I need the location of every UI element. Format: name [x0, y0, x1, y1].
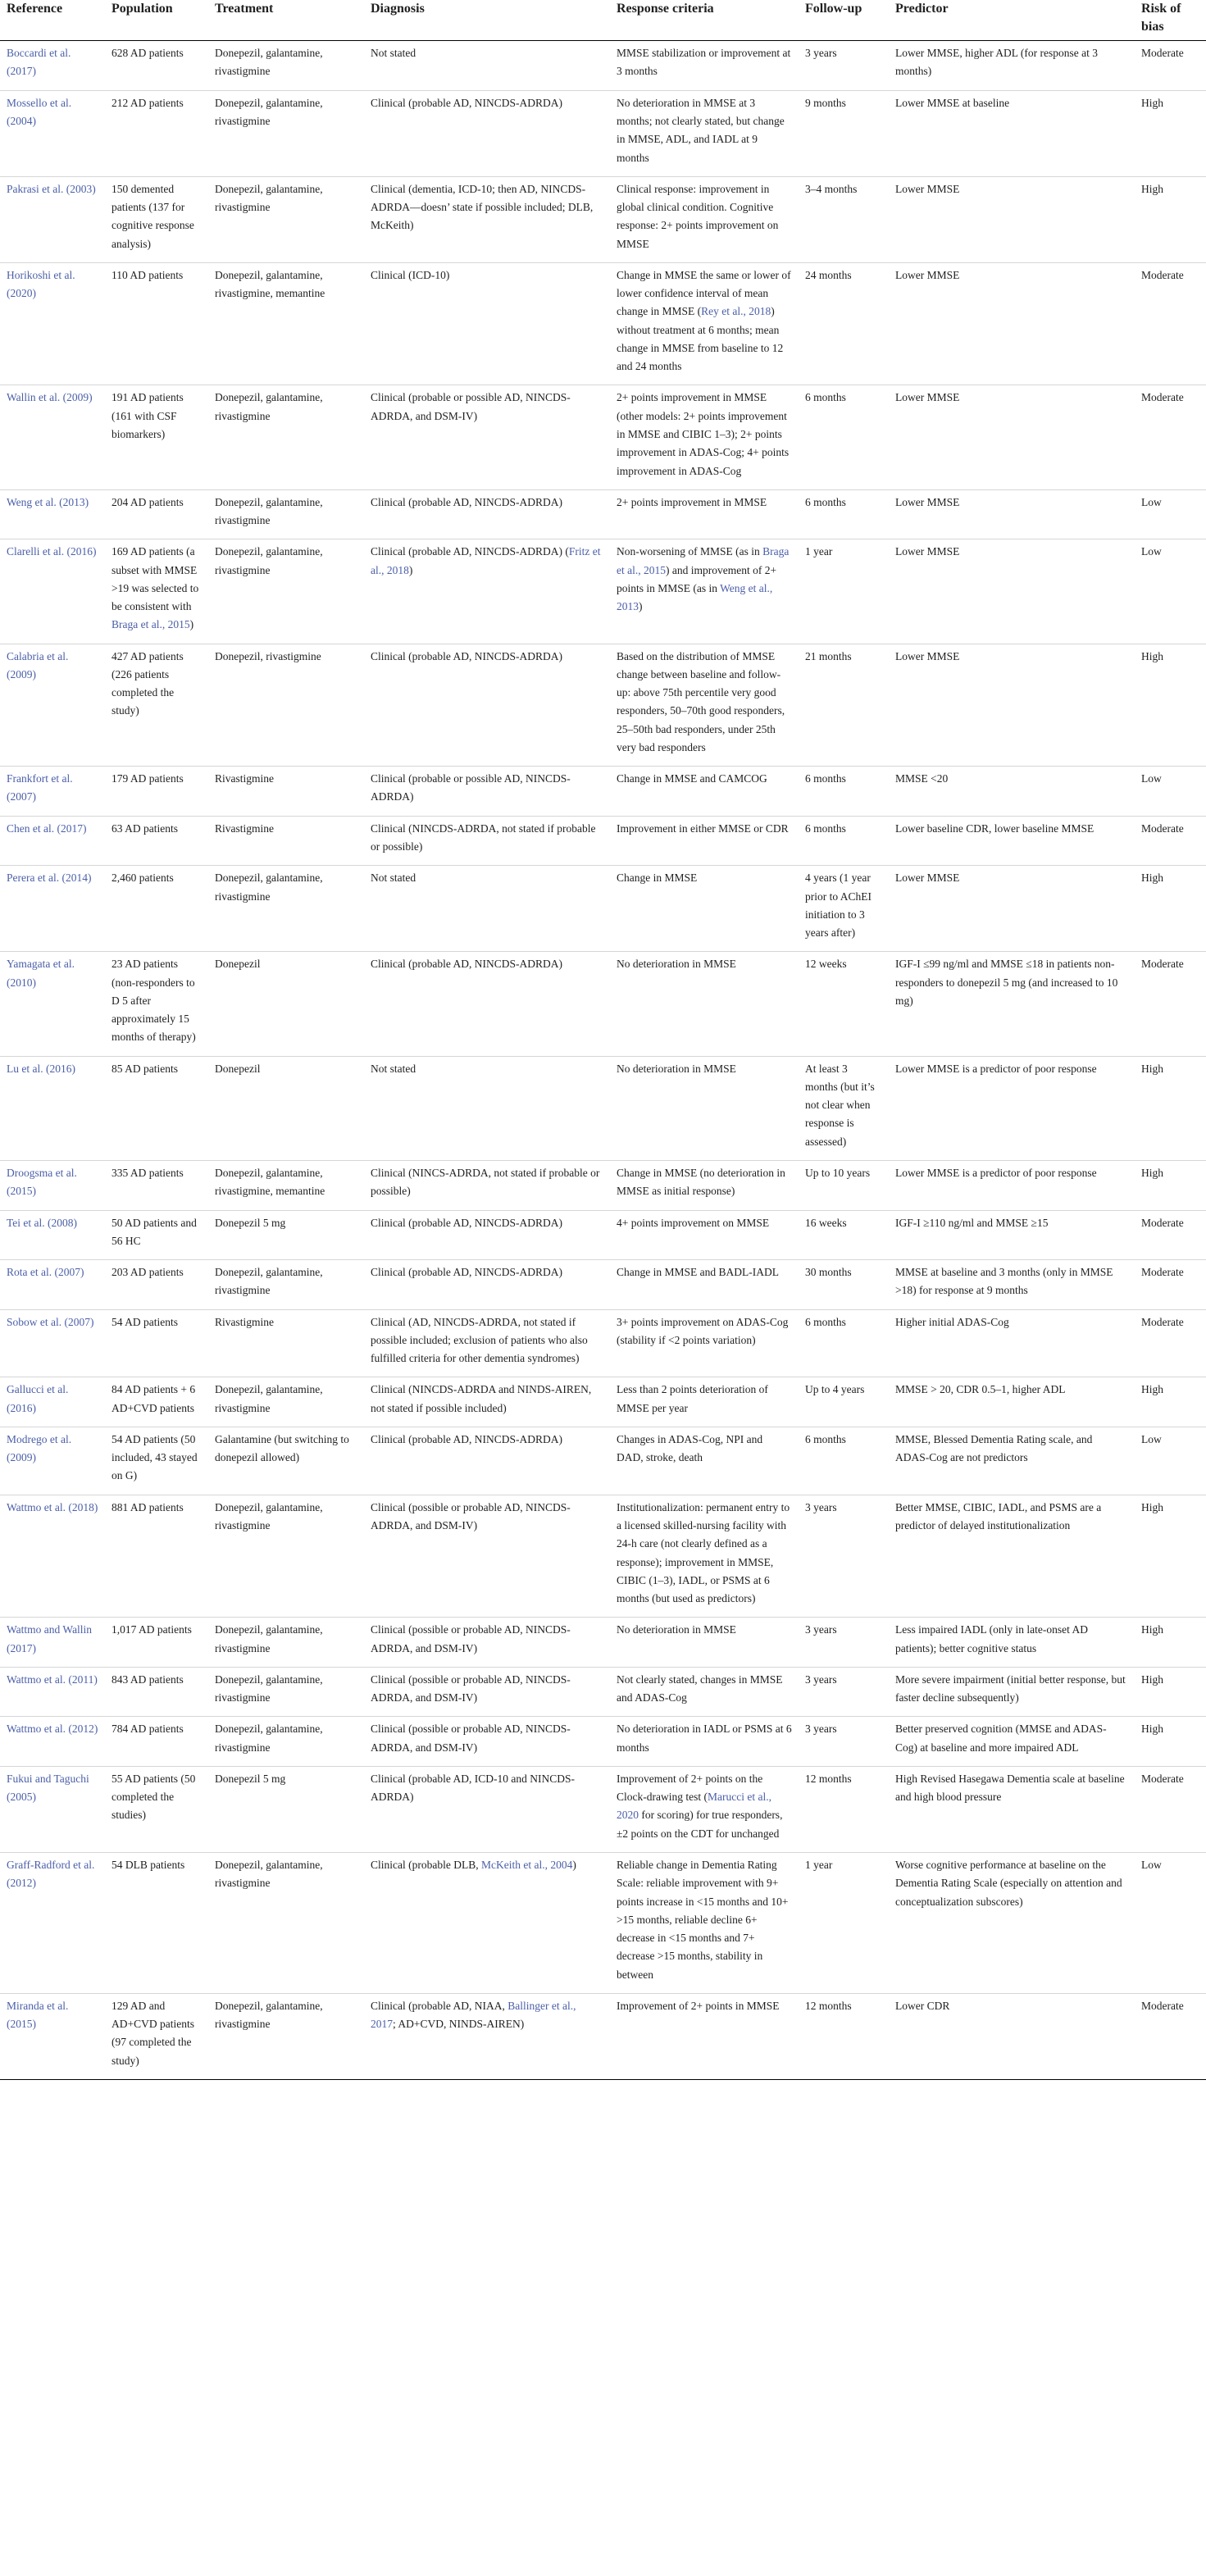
cell-population: 85 AD patients: [105, 1056, 208, 1160]
cell-treatment: Donepezil, galantamine, rivastigmine, memantine: [208, 1161, 364, 1211]
cell-predictor: Higher initial ADAS-Cog: [889, 1309, 1135, 1377]
header-follow-up: Follow-up: [799, 0, 889, 41]
cell-diagnosis: [364, 1852, 610, 1993]
cell-risk-of-bias: High: [1135, 1161, 1206, 1211]
cell-diagnosis: Clinical (possible or probable AD, NINCDS-ADRDA, and DSM-IV): [364, 1717, 610, 1767]
cell-text: Change in MMSE the same or lower of lower confidence interval of mean change in MMSE (: [617, 268, 791, 318]
table-row: [0, 1993, 1206, 2079]
cell-reference[interactable]: Tei et al. (2008): [0, 1210, 105, 1260]
cell-population: 203 AD patients: [105, 1260, 208, 1310]
table-row: [0, 489, 1206, 539]
cell-reference[interactable]: Rota et al. (2007): [0, 1260, 105, 1310]
cell-reference[interactable]: Fukui and Taguchi (2005): [0, 1766, 105, 1852]
cell-response-criteria: Institutionalization: permanent entry to a licensed skilled-nursing facility with 24-h care (not clearly defined as a response); improvement in MMSE, CIBIC (1–3), IADL, or PSMS at 6 months (but used as predictors): [610, 1495, 799, 1618]
cell-population: 335 AD patients: [105, 1161, 208, 1211]
cell-population: 150 demented patients (137 for cognitive response analysis): [105, 176, 208, 262]
cell-diagnosis: Clinical (possible or probable AD, NINCDS-ADRDA, and DSM-IV): [364, 1618, 610, 1668]
cell-follow-up: 12 months: [799, 1766, 889, 1852]
cell-predictor: Better MMSE, CIBIC, IADL, and PSMS are a predictor of delayed institutionalization: [889, 1495, 1135, 1618]
cell-reference[interactable]: Wattmo and Wallin (2017): [0, 1618, 105, 1668]
cell-predictor: Lower MMSE is a predictor of poor response: [889, 1056, 1135, 1160]
cell-response-criteria: 4+ points improvement on MMSE: [610, 1210, 799, 1260]
cell-population: 191 AD patients (161 with CSF biomarkers): [105, 385, 208, 489]
cell-treatment: Donepezil, galantamine, rivastigmine: [208, 866, 364, 952]
table-row: [0, 1667, 1206, 1717]
cell-response-criteria: Change in MMSE (no deterioration in MMSE as initial response): [610, 1161, 799, 1211]
cell-text: ; AD+CVD, NINDS-AIREN): [393, 2018, 525, 2031]
cell-treatment: Donepezil, galantamine, rivastigmine: [208, 176, 364, 262]
cell-reference[interactable]: Wattmo et al. (2018): [0, 1495, 105, 1618]
cell-treatment: Donepezil, galantamine, rivastigmine: [208, 539, 364, 644]
cell-response-criteria: Changes in ADAS-Cog, NPI and DAD, stroke, death: [610, 1427, 799, 1495]
cell-risk-of-bias: High: [1135, 1618, 1206, 1668]
cell-treatment: Donepezil, galantamine, rivastigmine: [208, 1993, 364, 2079]
cell-risk-of-bias: Low: [1135, 1852, 1206, 1993]
cell-population: 54 AD patients: [105, 1309, 208, 1377]
header-response-criteria: Response criteria: [610, 0, 799, 41]
cell-predictor: Better preserved cognition (MMSE and ADAS-Cog) at baseline and more impaired ADL: [889, 1717, 1135, 1767]
cell-response-criteria: Change in MMSE and BADL-IADL: [610, 1260, 799, 1310]
cell-reference[interactable]: Lu et al. (2016): [0, 1056, 105, 1160]
table-row: [0, 1766, 1206, 1852]
cell-predictor: Worse cognitive performance at baseline on the Dementia Rating Scale (especially on attention and conceptualization subscores): [889, 1852, 1135, 1993]
cell-follow-up: 12 weeks: [799, 952, 889, 1056]
citation-link[interactable]: Braga et al., 2015: [111, 618, 190, 631]
cell-predictor: Lower MMSE: [889, 644, 1135, 767]
table-row: [0, 1427, 1206, 1495]
cell-population: 55 AD patients (50 completed the studies): [105, 1766, 208, 1852]
cell-treatment: Donepezil, galantamine, rivastigmine: [208, 1377, 364, 1427]
cell-diagnosis: Not stated: [364, 41, 610, 91]
cell-follow-up: At least 3 months (but it’s not clear when response is assessed): [799, 1056, 889, 1160]
cell-response-criteria: Based on the distribution of MMSE change between baseline and follow-up: above 75th percentile very good responders, 50–70th good responders, 25–50th bad responders, under 25th very bad responders: [610, 644, 799, 767]
cell-risk-of-bias: High: [1135, 176, 1206, 262]
cell-diagnosis: Clinical (probable AD, NINCDS-ADRDA): [364, 952, 610, 1056]
cell-predictor: IGF-I ≤99 ng/ml and MMSE ≤18 in patients non-responders to donepezil 5 mg (and increased to 10 mg): [889, 952, 1135, 1056]
cell-population: 881 AD patients: [105, 1495, 208, 1618]
cell-predictor: Lower MMSE: [889, 176, 1135, 262]
cell-response-criteria: No deterioration in MMSE: [610, 952, 799, 1056]
cell-diagnosis: Clinical (probable AD, NINCDS-ADRDA): [364, 489, 610, 539]
table-row: [0, 1210, 1206, 1260]
cell-treatment: Donepezil, galantamine, rivastigmine: [208, 41, 364, 91]
cell-follow-up: 3–4 months: [799, 176, 889, 262]
cell-treatment: Donepezil, galantamine, rivastigmine: [208, 1852, 364, 1993]
cell-risk-of-bias: High: [1135, 1717, 1206, 1767]
table-row: [0, 262, 1206, 385]
cell-population: 2,460 patients: [105, 866, 208, 952]
cell-response-criteria: Improvement in either MMSE or CDR: [610, 816, 799, 866]
cell-follow-up: 6 months: [799, 1309, 889, 1377]
cell-treatment: Donepezil, galantamine, rivastigmine: [208, 489, 364, 539]
cell-text: Improvement of 2+ points on the Clock-drawing test (: [617, 1772, 763, 1804]
cell-treatment: Donepezil 5 mg: [208, 1210, 364, 1260]
cell-response-criteria: MMSE stabilization or improvement at 3 months: [610, 41, 799, 91]
header-predictor: Predictor: [889, 0, 1135, 41]
table-row: [0, 644, 1206, 767]
cell-response-criteria: Improvement of 2+ points in MMSE: [610, 1993, 799, 2079]
citation-link[interactable]: Weng et al., 2013: [617, 581, 773, 613]
cell-population: 1,017 AD patients: [105, 1618, 208, 1668]
cell-predictor: Lower MMSE is a predictor of poor response: [889, 1161, 1135, 1211]
citation-link[interactable]: Ballinger et al., 2017: [371, 1999, 576, 2031]
cell-population: 212 AD patients: [105, 90, 208, 176]
table-row: [0, 1056, 1206, 1160]
cell-treatment: Galantamine (but switching to donepezil allowed): [208, 1427, 364, 1495]
cell-reference[interactable]: Clarelli et al. (2016): [0, 539, 105, 644]
cell-diagnosis: Clinical (probable AD, NINCDS-ADRDA): [364, 1260, 610, 1310]
cell-risk-of-bias: High: [1135, 1667, 1206, 1717]
cell-treatment: Donepezil, galantamine, rivastigmine: [208, 1717, 364, 1767]
cell-treatment: Donepezil, galantamine, rivastigmine: [208, 1667, 364, 1717]
cell-diagnosis: Clinical (probable or possible AD, NINCDS-ADRDA): [364, 767, 610, 817]
table-row: [0, 1495, 1206, 1618]
table-row: [0, 1260, 1206, 1310]
cell-risk-of-bias: Low: [1135, 489, 1206, 539]
cell-population: 54 DLB patients: [105, 1852, 208, 1993]
cell-predictor: MMSE at baseline and 3 months (only in MMSE >18) for response at 9 months: [889, 1260, 1135, 1310]
cell-predictor: Lower MMSE: [889, 866, 1135, 952]
cell-risk-of-bias: Moderate: [1135, 41, 1206, 91]
cell-diagnosis: Clinical (ICD-10): [364, 262, 610, 385]
cell-reference[interactable]: Mossello et al. (2004): [0, 90, 105, 176]
cell-risk-of-bias: High: [1135, 1377, 1206, 1427]
table-row: [0, 1309, 1206, 1377]
cell-predictor: Lower MMSE, higher ADL (for response at 3 months): [889, 41, 1135, 91]
citation-link[interactable]: McKeith et al., 2004: [480, 1858, 573, 1871]
cell-follow-up: 1 year: [799, 1852, 889, 1993]
cell-diagnosis: Clinical (possible or probable AD, NINCDS-ADRDA, and DSM-IV): [364, 1667, 610, 1717]
cell-response-criteria: [610, 539, 799, 644]
cell-text: Clinical (probable AD, NIAA,: [371, 1999, 508, 2012]
cell-text: Clinical (probable DLB,: [371, 1858, 481, 1871]
cell-text: Non-worsening of MMSE (as in: [617, 545, 763, 558]
cell-predictor: Lower MMSE: [889, 262, 1135, 385]
cell-predictor: Lower MMSE at baseline: [889, 90, 1135, 176]
cell-diagnosis: Clinical (dementia, ICD-10; then AD, NINCDS-ADRDA—doesn’ state if possible included; DLB, McKeith): [364, 176, 610, 262]
cell-risk-of-bias: Moderate: [1135, 1766, 1206, 1852]
cell-risk-of-bias: High: [1135, 1495, 1206, 1618]
cell-treatment: Rivastigmine: [208, 767, 364, 817]
cell-text: ): [639, 600, 643, 613]
cell-response-criteria: 2+ points improvement in MMSE: [610, 489, 799, 539]
cell-treatment: Donepezil: [208, 1056, 364, 1160]
cell-treatment: Donepezil, galantamine, rivastigmine: [208, 1495, 364, 1618]
cell-diagnosis: Clinical (probable AD, NINCDS-ADRDA): [364, 644, 610, 767]
header-row: [0, 0, 1206, 41]
cell-predictor: MMSE, Blessed Dementia Rating scale, and ADAS-Cog are not predictors: [889, 1427, 1135, 1495]
table-row: [0, 90, 1206, 176]
cell-reference[interactable]: Pakrasi et al. (2003): [0, 176, 105, 262]
cell-text: 169 AD patients (a subset with MMSE >19 was selected to be consistent with: [111, 545, 199, 613]
cell-diagnosis: [364, 1993, 610, 2079]
cell-follow-up: 9 months: [799, 90, 889, 176]
cell-treatment: Donepezil, galantamine, rivastigmine: [208, 90, 364, 176]
cell-response-criteria: [610, 262, 799, 385]
cell-predictor: Lower MMSE: [889, 539, 1135, 644]
cell-predictor: High Revised Hasegawa Dementia scale at baseline and high blood pressure: [889, 1766, 1135, 1852]
cell-reference[interactable]: Miranda et al. (2015): [0, 1993, 105, 2079]
cell-risk-of-bias: Low: [1135, 1427, 1206, 1495]
cell-response-criteria: 3+ points improvement on ADAS-Cog (stability if <2 points variation): [610, 1309, 799, 1377]
cell-reference[interactable]: Perera et al. (2014): [0, 866, 105, 952]
cell-population: 129 AD and AD+CVD patients (97 completed the study): [105, 1993, 208, 2079]
cell-risk-of-bias: Low: [1135, 767, 1206, 817]
cell-follow-up: 3 years: [799, 1717, 889, 1767]
cell-reference[interactable]: Weng et al. (2013): [0, 489, 105, 539]
cell-diagnosis: [364, 539, 610, 644]
cell-predictor: More severe impairment (initial better response, but faster decline subsequently): [889, 1667, 1135, 1717]
cell-response-criteria: Change in MMSE and CAMCOG: [610, 767, 799, 817]
cell-population: 54 AD patients (50 included, 43 stayed on G): [105, 1427, 208, 1495]
cell-risk-of-bias: High: [1135, 90, 1206, 176]
cell-treatment: Donepezil, galantamine, rivastigmine: [208, 1618, 364, 1668]
header-population: Population: [105, 0, 208, 41]
cell-response-criteria: No deterioration in MMSE: [610, 1056, 799, 1160]
table-row: [0, 1618, 1206, 1668]
cell-reference[interactable]: Calabria et al. (2009): [0, 644, 105, 767]
cell-diagnosis: Clinical (probable AD, NINCDS-ADRDA): [364, 1210, 610, 1260]
cell-risk-of-bias: Moderate: [1135, 1260, 1206, 1310]
cell-risk-of-bias: Moderate: [1135, 1210, 1206, 1260]
cell-risk-of-bias: Moderate: [1135, 816, 1206, 866]
cell-response-criteria: Clinical response: improvement in global clinical condition. Cognitive response: 2+ points improvement on MMSE: [610, 176, 799, 262]
cell-predictor: MMSE <20: [889, 767, 1135, 817]
table-row: [0, 866, 1206, 952]
cell-risk-of-bias: Moderate: [1135, 385, 1206, 489]
cell-follow-up: 1 year: [799, 539, 889, 644]
cell-risk-of-bias: High: [1135, 866, 1206, 952]
cell-diagnosis: Clinical (AD, NINCDS-ADRDA, not stated if possible included; exclusion of patients who also fulfilled criteria for other dementia syndromes): [364, 1309, 610, 1377]
cell-follow-up: 12 months: [799, 1993, 889, 2079]
table-row: [0, 1377, 1206, 1427]
cell-follow-up: 6 months: [799, 1427, 889, 1495]
cell-reference[interactable]: Modrego et al. (2009): [0, 1427, 105, 1495]
table-row: [0, 176, 1206, 262]
cell-predictor: IGF-I ≥110 ng/ml and MMSE ≥15: [889, 1210, 1135, 1260]
table-row: [0, 1161, 1206, 1211]
cell-population: 179 AD patients: [105, 767, 208, 817]
cell-predictor: Less impaired IADL (only in late-onset AD patients); better cognitive status: [889, 1618, 1135, 1668]
cell-response-criteria: Reliable change in Dementia Rating Scale: reliable improvement with 9+ points increase in <15 months and 10+ >15 months, reliable decline 6+ decrease in <15 months and 7+ decrease >15 months, stability in between: [610, 1852, 799, 1993]
cell-diagnosis: Clinical (probable AD, NINCDS-ADRDA): [364, 1427, 610, 1495]
header-reference: Reference: [0, 0, 105, 41]
cell-population: 50 AD patients and 56 HC: [105, 1210, 208, 1260]
cell-text: ): [572, 1858, 576, 1871]
cell-follow-up: 4 years (1 year prior to AChEI initiation to 3 years after): [799, 866, 889, 952]
cell-treatment: Rivastigmine: [208, 1309, 364, 1377]
cell-response-criteria: Less than 2 points deterioration of MMSE per year: [610, 1377, 799, 1427]
table-row: [0, 767, 1206, 817]
cell-follow-up: 16 weeks: [799, 1210, 889, 1260]
citation-link[interactable]: Braga et al., 2015: [617, 545, 790, 576]
table-header: [0, 0, 1206, 41]
cell-population: 427 AD patients (226 patients completed the study): [105, 644, 208, 767]
cell-reference[interactable]: Wattmo et al. (2011): [0, 1667, 105, 1717]
cell-treatment: Rivastigmine: [208, 816, 364, 866]
cell-treatment: Donepezil 5 mg: [208, 1766, 364, 1852]
table-row: [0, 41, 1206, 91]
cell-reference[interactable]: Droogsma et al. (2015): [0, 1161, 105, 1211]
cell-population: 23 AD patients (non-responders to D 5 after approximately 15 months of therapy): [105, 952, 208, 1056]
cell-response-criteria: 2+ points improvement in MMSE (other models: 2+ points improvement in MMSE and CIBIC 1–3); 2+ points improvement in ADAS-Cog; 4+ points improvement in ADAS-Cog: [610, 385, 799, 489]
cell-risk-of-bias: Moderate: [1135, 1309, 1206, 1377]
cell-risk-of-bias: High: [1135, 644, 1206, 767]
cell-reference[interactable]: Wattmo et al. (2012): [0, 1717, 105, 1767]
header-diagnosis: Diagnosis: [364, 0, 610, 41]
cell-risk-of-bias: High: [1135, 1056, 1206, 1160]
cell-risk-of-bias: Moderate: [1135, 262, 1206, 385]
cell-diagnosis: Not stated: [364, 1056, 610, 1160]
cell-population: 63 AD patients: [105, 816, 208, 866]
cell-predictor: MMSE > 20, CDR 0.5–1, higher ADL: [889, 1377, 1135, 1427]
cell-population: 204 AD patients: [105, 489, 208, 539]
cell-reference[interactable]: Horikoshi et al. (2020): [0, 262, 105, 385]
cell-reference[interactable]: Frankfort et al. (2007): [0, 767, 105, 817]
table-body: [0, 41, 1206, 2080]
cell-text: ) and improvement of 2+ points in MMSE (as in: [617, 563, 777, 594]
cell-reference[interactable]: Boccardi et al. (2017): [0, 41, 105, 91]
cell-follow-up: 3 years: [799, 1495, 889, 1618]
table-row: [0, 816, 1206, 866]
cell-treatment: Donepezil, galantamine, rivastigmine, memantine: [208, 262, 364, 385]
cell-treatment: Donepezil, galantamine, rivastigmine: [208, 1260, 364, 1310]
cell-diagnosis: Clinical (probable AD, ICD-10 and NINCDS-ADRDA): [364, 1766, 610, 1852]
cell-reference[interactable]: Graff-Radford et al. (2012): [0, 1852, 105, 1993]
cell-reference[interactable]: Sobow et al. (2007): [0, 1309, 105, 1377]
cell-response-criteria: Not clearly stated, changes in MMSE and ADAS-Cog: [610, 1667, 799, 1717]
cell-reference[interactable]: Wallin et al. (2009): [0, 385, 105, 489]
cell-diagnosis: Clinical (NINCS-ADRDA, not stated if probable or possible): [364, 1161, 610, 1211]
citation-link[interactable]: Rey et al., 2018: [701, 305, 771, 318]
cell-diagnosis: Clinical (NINCDS-ADRDA, not stated if probable or possible): [364, 816, 610, 866]
cell-diagnosis: Clinical (probable AD, NINCDS-ADRDA): [364, 90, 610, 176]
cell-diagnosis: Not stated: [364, 866, 610, 952]
cell-predictor: Lower MMSE: [889, 489, 1135, 539]
cell-follow-up: 3 years: [799, 1618, 889, 1668]
cell-risk-of-bias: Moderate: [1135, 1993, 1206, 2079]
cell-treatment: Donepezil, rivastigmine: [208, 644, 364, 767]
cell-risk-of-bias: Moderate: [1135, 952, 1206, 1056]
cell-reference[interactable]: Gallucci et al. (2016): [0, 1377, 105, 1427]
cell-text: ): [408, 563, 413, 576]
cell-text: ) without treatment at 6 months; mean change in MMSE from baseline to 12 and 24 months: [617, 305, 784, 373]
header-treatment: Treatment: [208, 0, 364, 41]
citation-link[interactable]: Marucci et al., 2020: [617, 1791, 771, 1822]
cell-population: 843 AD patients: [105, 1667, 208, 1717]
cell-reference[interactable]: Chen et al. (2017): [0, 816, 105, 866]
cell-follow-up: 3 years: [799, 41, 889, 91]
header-risk-of-bias: Risk of bias: [1135, 0, 1206, 41]
citation-link[interactable]: Fritz et al., 2018: [371, 545, 601, 576]
table-row: [0, 385, 1206, 489]
cell-population: 110 AD patients: [105, 262, 208, 385]
table-row: [0, 1717, 1206, 1767]
cell-follow-up: 24 months: [799, 262, 889, 385]
cell-risk-of-bias: Low: [1135, 539, 1206, 644]
cell-response-criteria: No deterioration in IADL or PSMS at 6 months: [610, 1717, 799, 1767]
cell-treatment: Donepezil, galantamine, rivastigmine: [208, 385, 364, 489]
cell-population: [105, 539, 208, 644]
cell-diagnosis: Clinical (NINCDS-ADRDA and NINDS-AIREN, not stated if possible included): [364, 1377, 610, 1427]
cell-population: 84 AD patients + 6 AD+CVD patients: [105, 1377, 208, 1427]
cell-treatment: Donepezil: [208, 952, 364, 1056]
cell-follow-up: 3 years: [799, 1667, 889, 1717]
cell-response-criteria: [610, 1766, 799, 1852]
cell-follow-up: Up to 10 years: [799, 1161, 889, 1211]
cell-reference[interactable]: Yamagata et al. (2010): [0, 952, 105, 1056]
cell-predictor: Lower CDR: [889, 1993, 1135, 2079]
cell-response-criteria: No deterioration in MMSE: [610, 1618, 799, 1668]
cell-diagnosis: Clinical (possible or probable AD, NINCDS-ADRDA, and DSM-IV): [364, 1495, 610, 1618]
cell-follow-up: 30 months: [799, 1260, 889, 1310]
cell-population: 784 AD patients: [105, 1717, 208, 1767]
table-row: [0, 539, 1206, 644]
cell-predictor: Lower MMSE: [889, 385, 1135, 489]
cell-text: for scoring) for true responders, ±2 points on the CDT for unchanged: [617, 1809, 783, 1840]
table-row: [0, 1852, 1206, 1993]
cell-follow-up: 21 months: [799, 644, 889, 767]
cell-population: 628 AD patients: [105, 41, 208, 91]
cell-response-criteria: Change in MMSE: [610, 866, 799, 952]
cell-follow-up: 6 months: [799, 385, 889, 489]
cell-response-criteria: No deterioration in MMSE at 3 months; not clearly stated, but change in MMSE, ADL, and IADL at 9 months: [610, 90, 799, 176]
cell-follow-up: 6 months: [799, 816, 889, 866]
table-row: [0, 952, 1206, 1056]
cell-follow-up: 6 months: [799, 767, 889, 817]
cell-follow-up: 6 months: [799, 489, 889, 539]
cell-predictor: Lower baseline CDR, lower baseline MMSE: [889, 816, 1135, 866]
cell-diagnosis: Clinical (probable or possible AD, NINCDS-ADRDA, and DSM-IV): [364, 385, 610, 489]
cell-text: Clinical (probable AD, NINCDS-ADRDA) (: [371, 545, 569, 558]
cell-follow-up: Up to 4 years: [799, 1377, 889, 1427]
cell-text: ): [189, 618, 194, 631]
